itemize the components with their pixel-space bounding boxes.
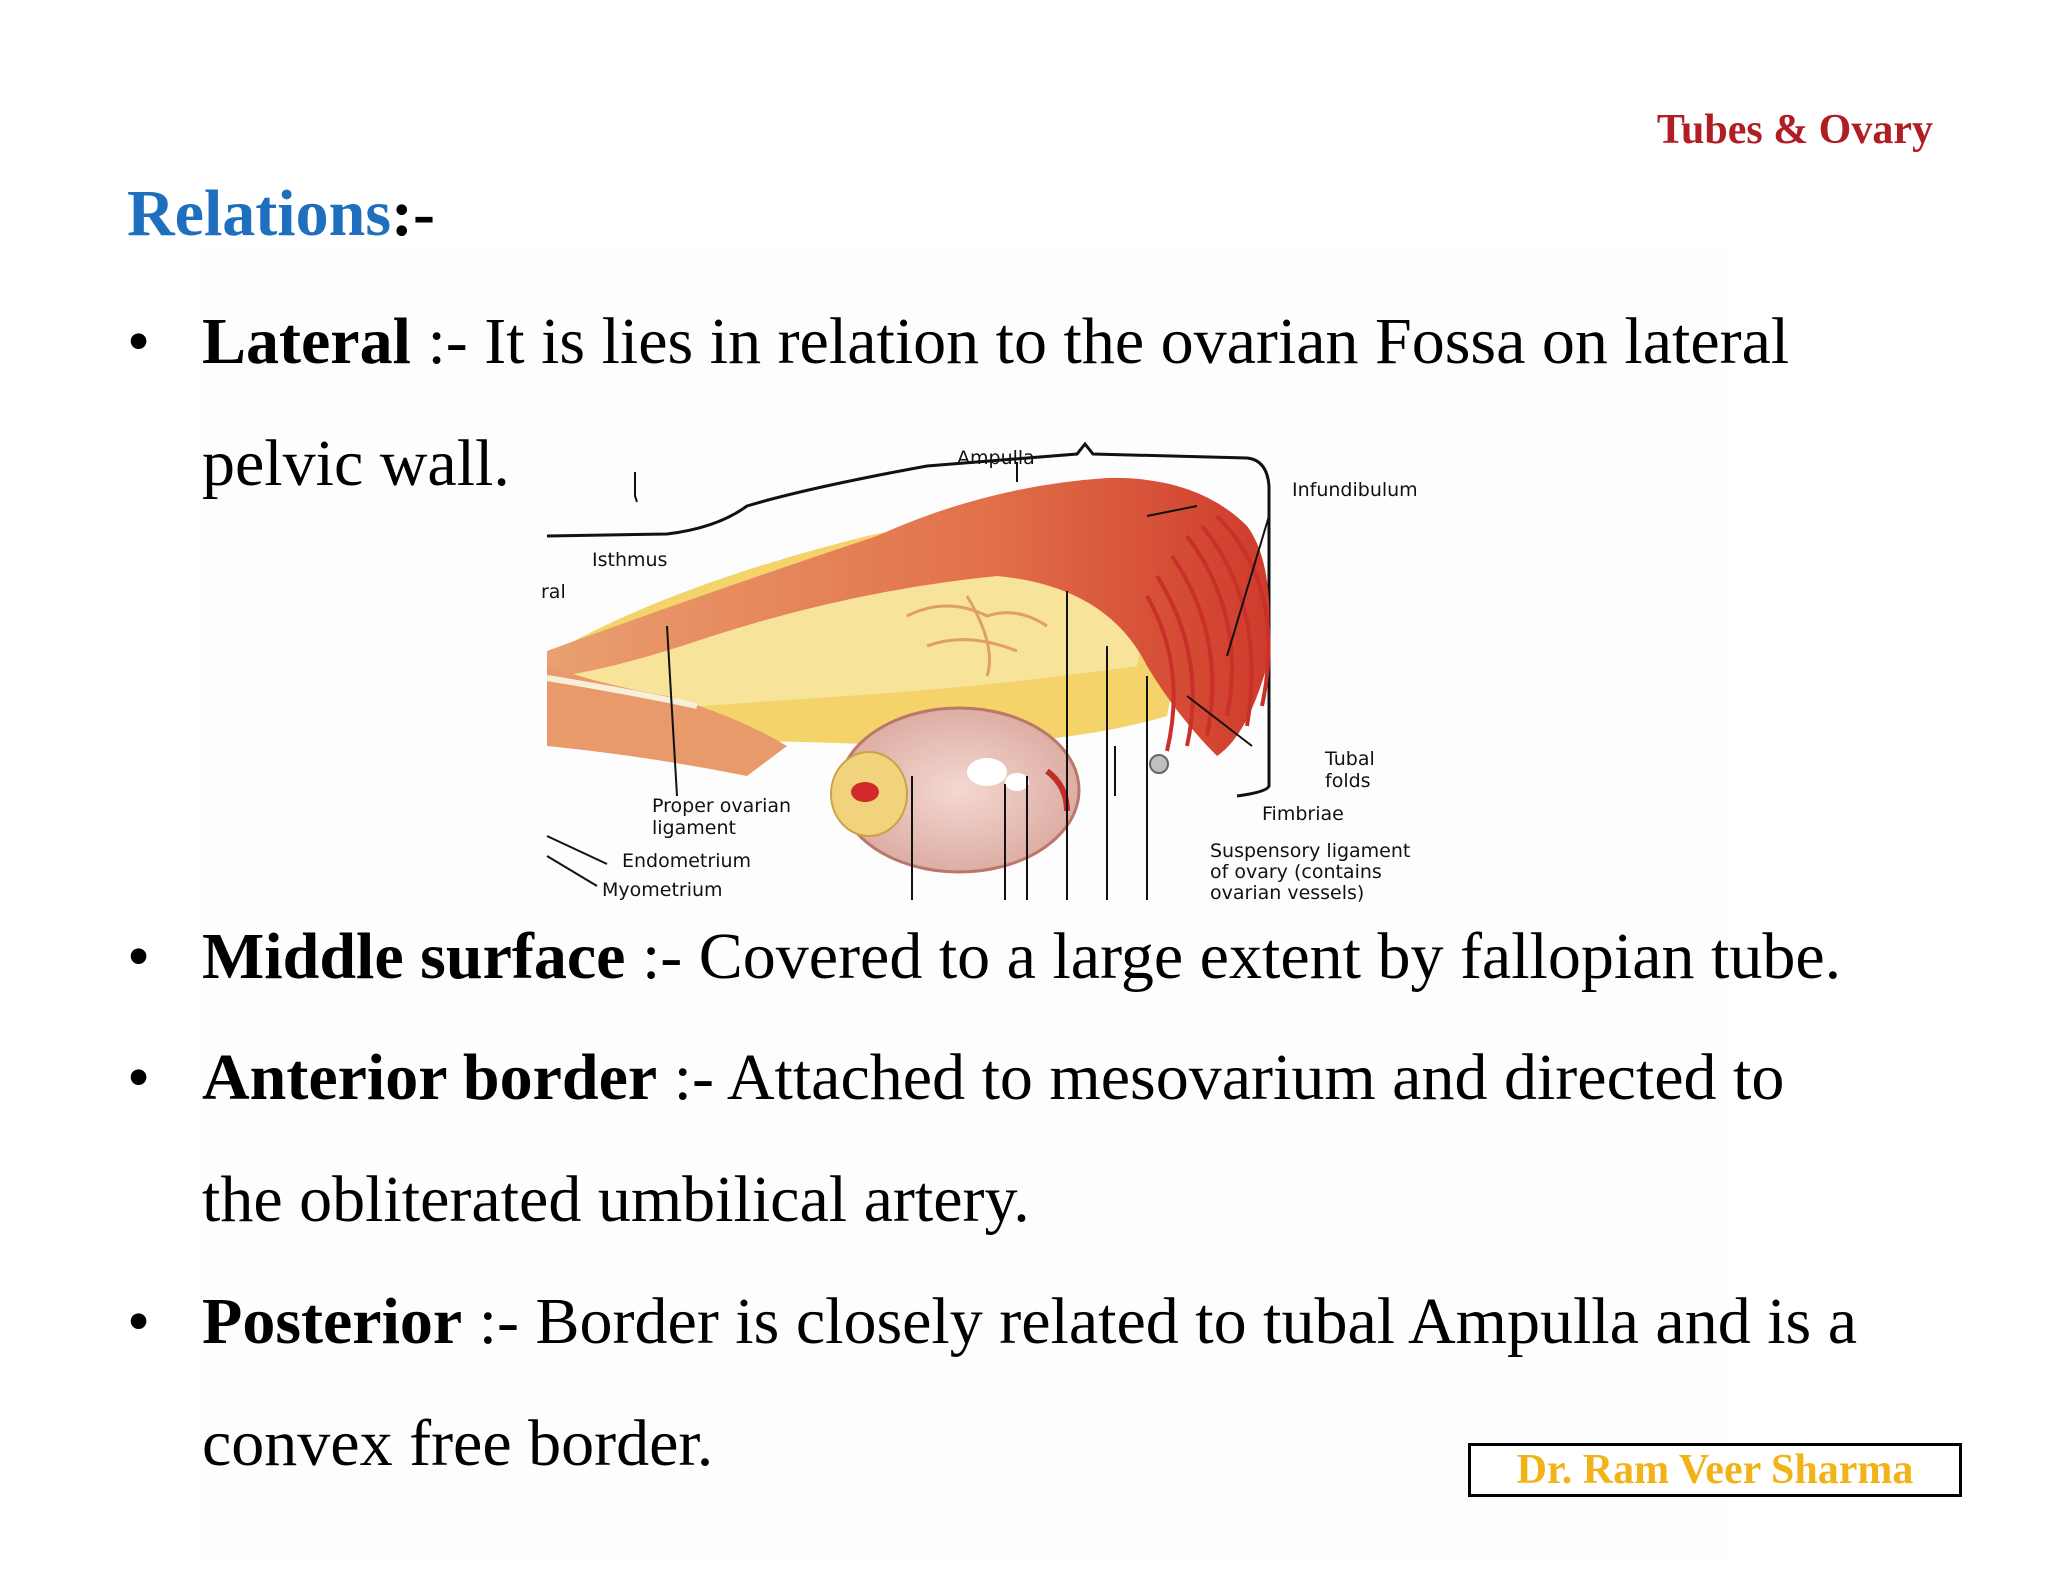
- bullet-dot: •: [127, 1285, 151, 1358]
- label-endometrium: Endometrium: [622, 850, 752, 872]
- bullet-middle-surface: [127, 896, 1841, 1018]
- bullet-text: :- Attached to mesovarium and directed to: [657, 1041, 1785, 1114]
- label-suspensory-3: ovarian vessels): [1210, 882, 1365, 904]
- label-tubal-folds-1: Tubal: [1325, 748, 1375, 770]
- label-myometrium: Myometrium: [602, 879, 723, 901]
- label-isthmus: Isthmus: [592, 549, 668, 571]
- label-suspensory-1: Suspensory ligament: [1210, 840, 1411, 862]
- relations-heading: [127, 176, 435, 252]
- bullet-anterior-border: [127, 1017, 1784, 1261]
- bullet-row: [127, 896, 1841, 1018]
- bullet-dot: •: [127, 920, 151, 993]
- bullet-text: :- Border is closely related to tubal Ampulla and is a: [462, 1285, 1858, 1358]
- bullet-dot: •: [127, 305, 151, 378]
- bullet-term: Lateral: [202, 305, 411, 378]
- author-box: [1468, 1443, 1962, 1497]
- bullet-continuation: convex free border.: [202, 1407, 714, 1480]
- label-suspensory-2: of ovary (contains: [1210, 861, 1382, 883]
- heading-suffix: :-: [391, 177, 435, 250]
- bullet-continuation: pelvic wall.: [202, 427, 510, 500]
- bullet-term: Middle surface: [202, 920, 626, 993]
- label-cut: ral: [541, 581, 566, 603]
- bullet-continuation: the obliterated umbilical artery.: [202, 1163, 1030, 1236]
- bullet-row: [127, 1017, 1784, 1139]
- header-title: Tubes & Ovary: [1656, 107, 1933, 153]
- label-proper-ovarian-ligament-1: Proper ovarian: [652, 795, 792, 817]
- label-ampulla: Ampulla: [957, 447, 1035, 469]
- fallopian-tube-ovary-diagram: [541, 416, 1447, 904]
- label-infundibulum: Infundibulum: [1292, 479, 1418, 501]
- bullet-row: [127, 281, 1789, 403]
- bullet-dot: •: [127, 1041, 151, 1114]
- bullet-row: [127, 1261, 1857, 1383]
- label-fimbriae: Fimbriae: [1262, 803, 1344, 825]
- label-tubal-folds-2: folds: [1325, 770, 1371, 792]
- bullet-text: :- Covered to a large extent by fallopian tube.: [625, 920, 1842, 993]
- bullet-term: Anterior border: [202, 1041, 658, 1114]
- label-proper-ovarian-ligament-2: ligament: [652, 817, 736, 839]
- bullet-text: :- It is lies in relation to the ovarian Fossa on lateral: [410, 305, 1790, 378]
- heading-word: Relations: [127, 177, 391, 250]
- bullet-term: Posterior: [202, 1285, 463, 1358]
- author-name: Dr. Ram Veer Sharma: [1516, 1447, 1914, 1493]
